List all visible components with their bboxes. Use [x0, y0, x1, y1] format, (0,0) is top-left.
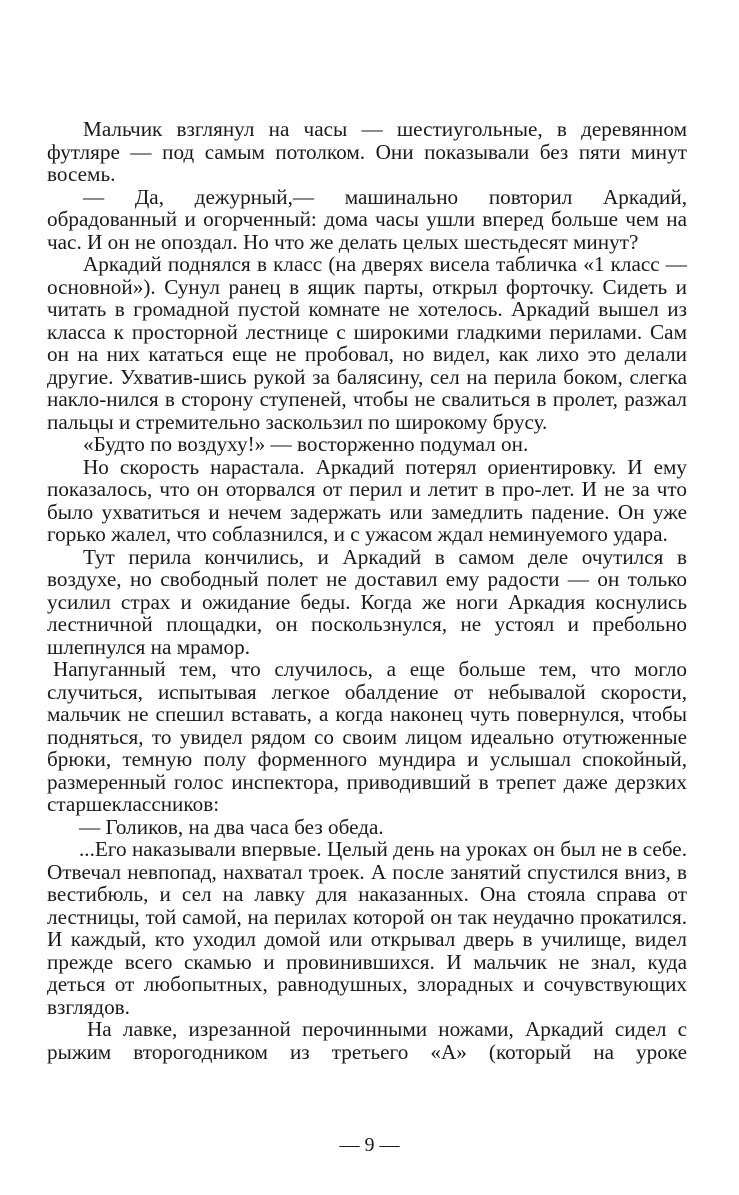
paragraph-10: На лавке, изрезанной перочинными ножами, Аркадий сидел с рыжим второгодником из третьего «А» (который на уроке: [47, 1017, 687, 1064]
paragraph-4: «Будто по воздуху!» — восторженно подумал он.: [83, 432, 529, 456]
paragraph-1: Мальчик взглянул на часы — шестиугольные, в деревянном футляре — под самым потолком. Они показывали без пяти минут восемь.: [47, 117, 687, 186]
paragraph-5: Но скорость нарастала. Аркадий потерял ориентировку. И ему показалось, что он оторвался от перил и летит в про-лет. И не за что было ухватиться и нечем задержать или замедлить падение. Он уже горько жалел, что соблазнился, и с ужасом ждал неминуемого удара.: [47, 454, 687, 546]
page-number: — 9 —: [339, 1134, 400, 1156]
paragraph-3: Аркадий поднялся в класс (на дверях висела табличка «1 класс — основной»). Сунул ранец в ящик парты, открыл форточку. Сидеть и читать в громадной пустой комнате не хотелось. Аркадий вышел из класса к просторной лестнице с широкими гладкими перилами. Сам он на них кататься еще не пробовал, но видел, как лихо это делали другие. Ухватив-шись рукой за балясину, сел на перила боком, слегка накло-нился в сторону ступеней, чтобы не свалиться в пролет, разжал пальцы и стремительно заскользил по широкому брусу.: [47, 252, 687, 434]
paragraph-7: Напуганный тем, что случилось, а еще больше тем, что могло случиться, испытывая легкое обалдение от небывалой скорости, мальчик не спешил вставать, а когда наконец чуть повернулся, чтобы подняться, то увидел рядом со своим лицом идеально отутюженные брюки, темную полу форменного мундира и услышал спокойный, размеренный голос инспектора, приводивший в трепет даже дерзких старшеклассников:: [47, 657, 687, 816]
paragraph-9: ...Его наказывали впервые. Целый день на уроках он был не в себе. Отвечал невпопад, нахватал троек. А после занятий спустился вниз, в вестибюль, и сел на лавку для наказанных. Она стояла справа от лестницы, той самой, на перилах которой он так неудачно прокатился. И каждый, кто уходил домой или открывал дверь в училище, видел прежде всего скамью и провинившихся. И мальчик не знал, куда деться от любопытных, равнодушных, злорадных и сочувствующих взглядов.: [47, 837, 687, 1019]
book-page-text: [47, 118, 687, 1063]
paragraph-2: — Да, дежурный,— машинально повторил Аркадий, обрадованный и огорченный: дома часы ушли вперед больше чем на час. И он не опоздал. Но что же делать целых шестьдесят минут?: [47, 184, 687, 254]
paragraph-8: — Голиков, на два часа без обеда.: [79, 814, 384, 839]
paragraph-6: Тут перила кончились, и Аркадий в самом деле очутился в воздухе, но свободный полет не доставил ему радости — он только усилил страх и ожидание беды. Когда же ноги Аркадия коснулись лестничной площадки, он поскользнулся, не устоял и пребольно шлепнулся на мрамор.: [47, 544, 687, 659]
